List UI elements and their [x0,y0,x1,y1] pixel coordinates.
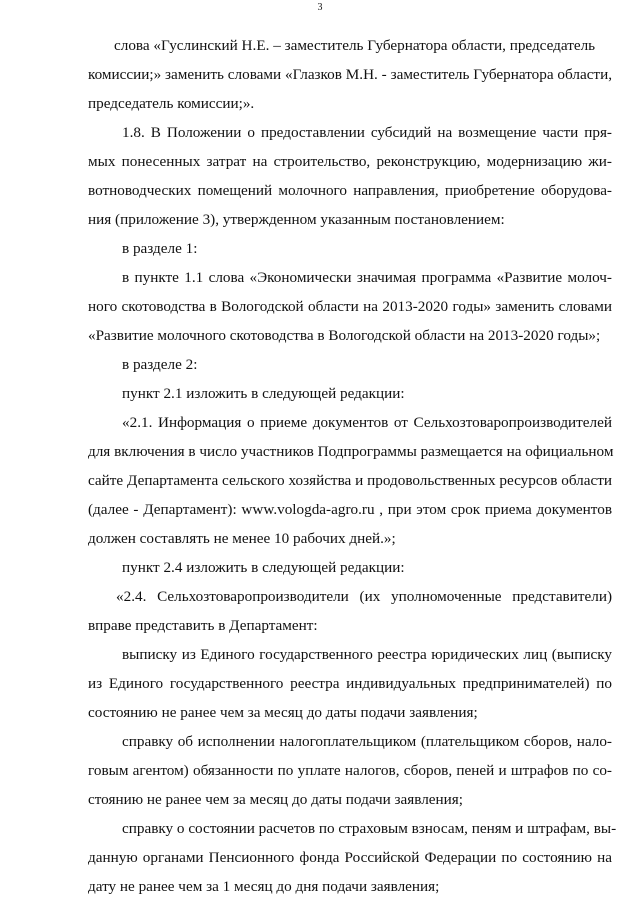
text-line: говым агентом) обязанности по уплате налогов, сборов, пеней и штрафов по со- [88,762,612,779]
text-line: слова «Гуслинский Н.Е. – заместитель Губернатора области, председатель [114,37,596,54]
text-line: в разделе 1: [122,240,198,257]
text-line: сайте Департамента сельского хозяйства и продовольственных ресурсов области [88,472,612,489]
text-line: комиссии;» заменить словами «Глазков М.Н. - заместитель Губернатора области, [88,66,612,83]
text-line: (далее - Департамент): www.vologda-agro.ru , при этом срок приема документов [88,501,612,518]
text-line: справку об исполнении налогоплательщиком (плательщиком сборов, нало- [122,733,612,750]
text-line: пункт 2.4 изложить в следующей редакции: [122,559,405,576]
text-line: «Развитие молочного скотоводства в Вологодской области на 2013-2020 годы»; [88,327,601,344]
text-line: данную органами Пенсионного фонда Российской Федерации по состоянию на [88,849,612,866]
text-line: дату не ранее чем за 1 месяц до дня подачи заявления; [88,878,440,895]
text-line: ния (приложение 3), утвержденном указанным постановлением: [88,211,505,228]
page-number: 3 [317,2,323,13]
text-line: «2.4. Сельхозтоваропроизводители (их уполномоченные представители) [116,588,612,605]
text-line: 1.8. В Положении о предоставлении субсидий на возмещение части пря- [122,124,612,141]
text-line: состоянию не ранее чем за месяц до даты подачи заявления; [88,704,478,721]
text-line: выписку из Единого государственного реестра юридических лиц (выписку [122,646,612,663]
text-line: стоянию не ранее чем за месяц до даты подачи заявления; [88,791,463,808]
text-line: в пункте 1.1 слова «Экономически значимая программа «Развитие молоч- [122,269,612,286]
text-line: справку о состоянии расчетов по страховым взносам, пеням и штрафам, вы- [122,820,617,837]
text-line: мых понесенных затрат на строительство, реконструкцию, модернизацию жи- [88,153,612,170]
text-line: вотноводческих помещений молочного направления, приобретение оборудова- [88,182,612,199]
text-line: вправе представить в Департамент: [88,617,318,634]
text-line: пункт 2.1 изложить в следующей редакции: [122,385,405,402]
text-line: для включения в число участников Подпрограммы размещается на официальном [88,443,614,460]
text-line: из Единого государственного реестра индивидуальных предпринимателей) по [88,675,612,692]
text-line: в разделе 2: [122,356,198,373]
text-line: председатель комиссии;». [88,95,255,112]
text-line: ного скотоводства в Вологодской области на 2013-2020 годы» заменить словами [88,298,612,315]
text-line: должен составлять не менее 10 рабочих дней.»; [88,530,396,547]
text-line: «2.1. Информация о приеме документов от Сельхозтоваропроизводителей [122,414,612,431]
